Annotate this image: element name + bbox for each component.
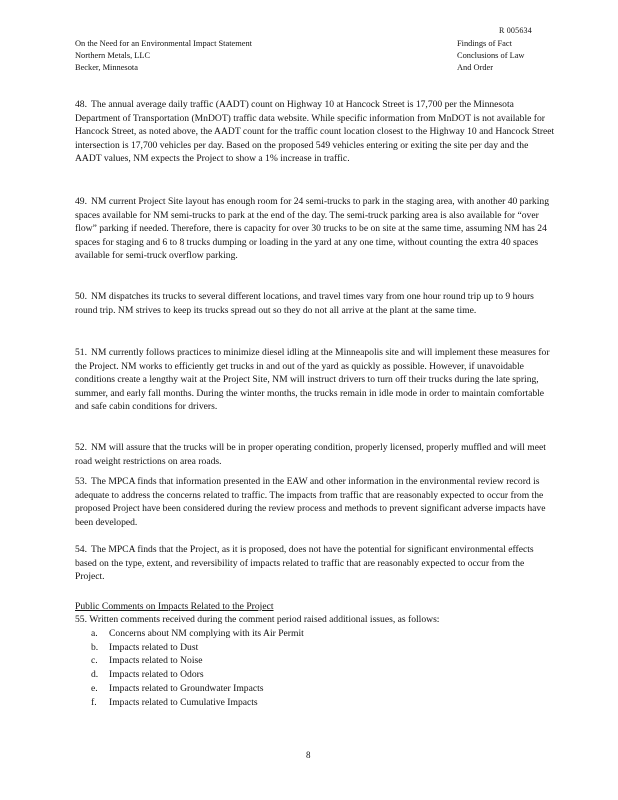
header-findings: Findings of Fact — [457, 39, 512, 48]
list-item — [91, 668, 304, 682]
list-item — [91, 682, 304, 696]
paragraph-text: The MPCA finds that information presented in the EAW and other information in the environmental review record is adequate to address the concerns related to traffic. The impacts from traffic that are reasonably expected to occur from the proposed Project have been considered during the review process and methods to prevent significant adverse impacts have been developed. — [75, 476, 546, 528]
list-item — [91, 627, 304, 641]
list-item — [91, 641, 304, 655]
list-letter: f. — [91, 696, 97, 708]
paragraph-number: 52. — [75, 442, 87, 453]
header-order: And Order — [457, 63, 494, 73]
paragraph-text: NM currently follows practices to minimize diesel idling at the Minneapolis site and will implement these measures for the Project. NM works to efficiently get trucks in and out of the yard as quickly as possible. However, if unavoidable conditions create a lengthy wait at the Project Site, NM will instruct drivers to turn off their trucks during the late spring, summer, and early fall months. During the winter months, the trucks remain in idle mode in order to maintain comfortable and safe cabin conditions for drivers. — [75, 347, 550, 413]
paragraph-text: Written comments received during the comment period raised additional issues, as follows: — [89, 614, 440, 625]
header-title: On the Need for an Environmental Impact Statement — [75, 39, 252, 48]
list-text: Impacts related to Odors — [109, 669, 204, 681]
paragraph-text: The MPCA finds that the Project, as it is proposed, does not have the potential for significant environmental effects based on the type, extent, and reversibility of impacts related to traffic that are reasonably expected to occur from the Project. — [75, 544, 534, 583]
list-text: Impacts related to Groundwater Impacts — [109, 682, 264, 694]
list-letter: a. — [91, 628, 98, 639]
paragraph-number: 50. — [75, 291, 87, 302]
header-conclusions: Conclusions of Law — [457, 51, 525, 61]
paragraph-53 — [75, 475, 555, 529]
paragraph-51 — [75, 346, 555, 414]
section-heading: Public Comments on Impacts Related to the Project — [75, 601, 274, 612]
list-text: Concerns about NM complying with its Air Permit — [109, 628, 304, 639]
paragraph-52 — [75, 441, 555, 468]
list-letter: b. — [91, 641, 99, 653]
list-text: Impacts related to Dust — [109, 641, 199, 653]
list-text: Impacts related to Noise — [109, 655, 203, 667]
header-right — [457, 38, 524, 75]
paragraph-48 — [75, 98, 555, 166]
issues-list — [91, 627, 304, 709]
paragraph-text: NM will assure that the trucks will be in proper operating condition, properly licensed, properly muffled and will meet road weight restrictions on area roads. — [75, 442, 546, 467]
paragraph-55 — [75, 613, 439, 627]
paragraph-number: 51. — [75, 347, 87, 358]
paragraph-number: 49. — [75, 196, 87, 207]
list-item — [91, 654, 304, 668]
page-number: 8 — [306, 750, 311, 760]
list-letter: c. — [91, 655, 98, 667]
paragraph-number: 53. — [75, 476, 87, 487]
paragraph-text: The annual average daily traffic (AADT) count on Highway 10 at Hancock Street is 17,700 per the Minnesota Department of Transportation (MnDOT) traffic data website. While specific information from MnDOT is not available for Hancock Street, as noted above, the AADT count for the traffic count location closest to the Highway 10 and Hancock Street intersection is 17,700 vehicles per day. Based on the proposed 549 vehicles entering or exiting the site per day and the AADT values, NM expects the Project to show a 1% increase in traffic. — [75, 99, 555, 165]
paragraph-number: 54. — [75, 544, 87, 555]
paragraph-number: 48. — [75, 99, 87, 110]
list-letter: e. — [91, 682, 98, 694]
header-location: Becker, Minnesota — [75, 63, 138, 73]
paragraph-54 — [75, 543, 555, 584]
header-company: Northern Metals, LLC — [75, 51, 151, 61]
list-letter: d. — [91, 669, 99, 681]
document-number: R 005634 — [499, 26, 532, 35]
list-item — [91, 696, 304, 710]
paragraph-text: NM current Project Site layout has enough room for 24 semi-trucks to park in the staging area, with another 40 parking spaces available for NM semi-trucks to park at the end of the day. The semi-truck parking area is also available for “over flow” parking if needed. Therefore, there is capacity for over 30 trucks to be on site at the same time, assuming NM has 24 spaces for staging and 6 to 8 trucks dumping or loading in the yard at any one time, without counting the extra 40 spaces available for semi-truck overflow parking. — [75, 196, 549, 262]
paragraph-text: NM dispatches its trucks to several different locations, and travel times vary from one hour round trip up to 9 hours round trip. NM strives to keep its trucks spread out so they do not all arrive at the plant at the same time. — [75, 291, 534, 316]
paragraph-49 — [75, 195, 555, 263]
paragraph-50 — [75, 290, 555, 317]
paragraph-number: 55. — [75, 614, 87, 625]
header-left — [75, 38, 252, 75]
list-text: Impacts related to Cumulative Impacts — [109, 696, 258, 708]
